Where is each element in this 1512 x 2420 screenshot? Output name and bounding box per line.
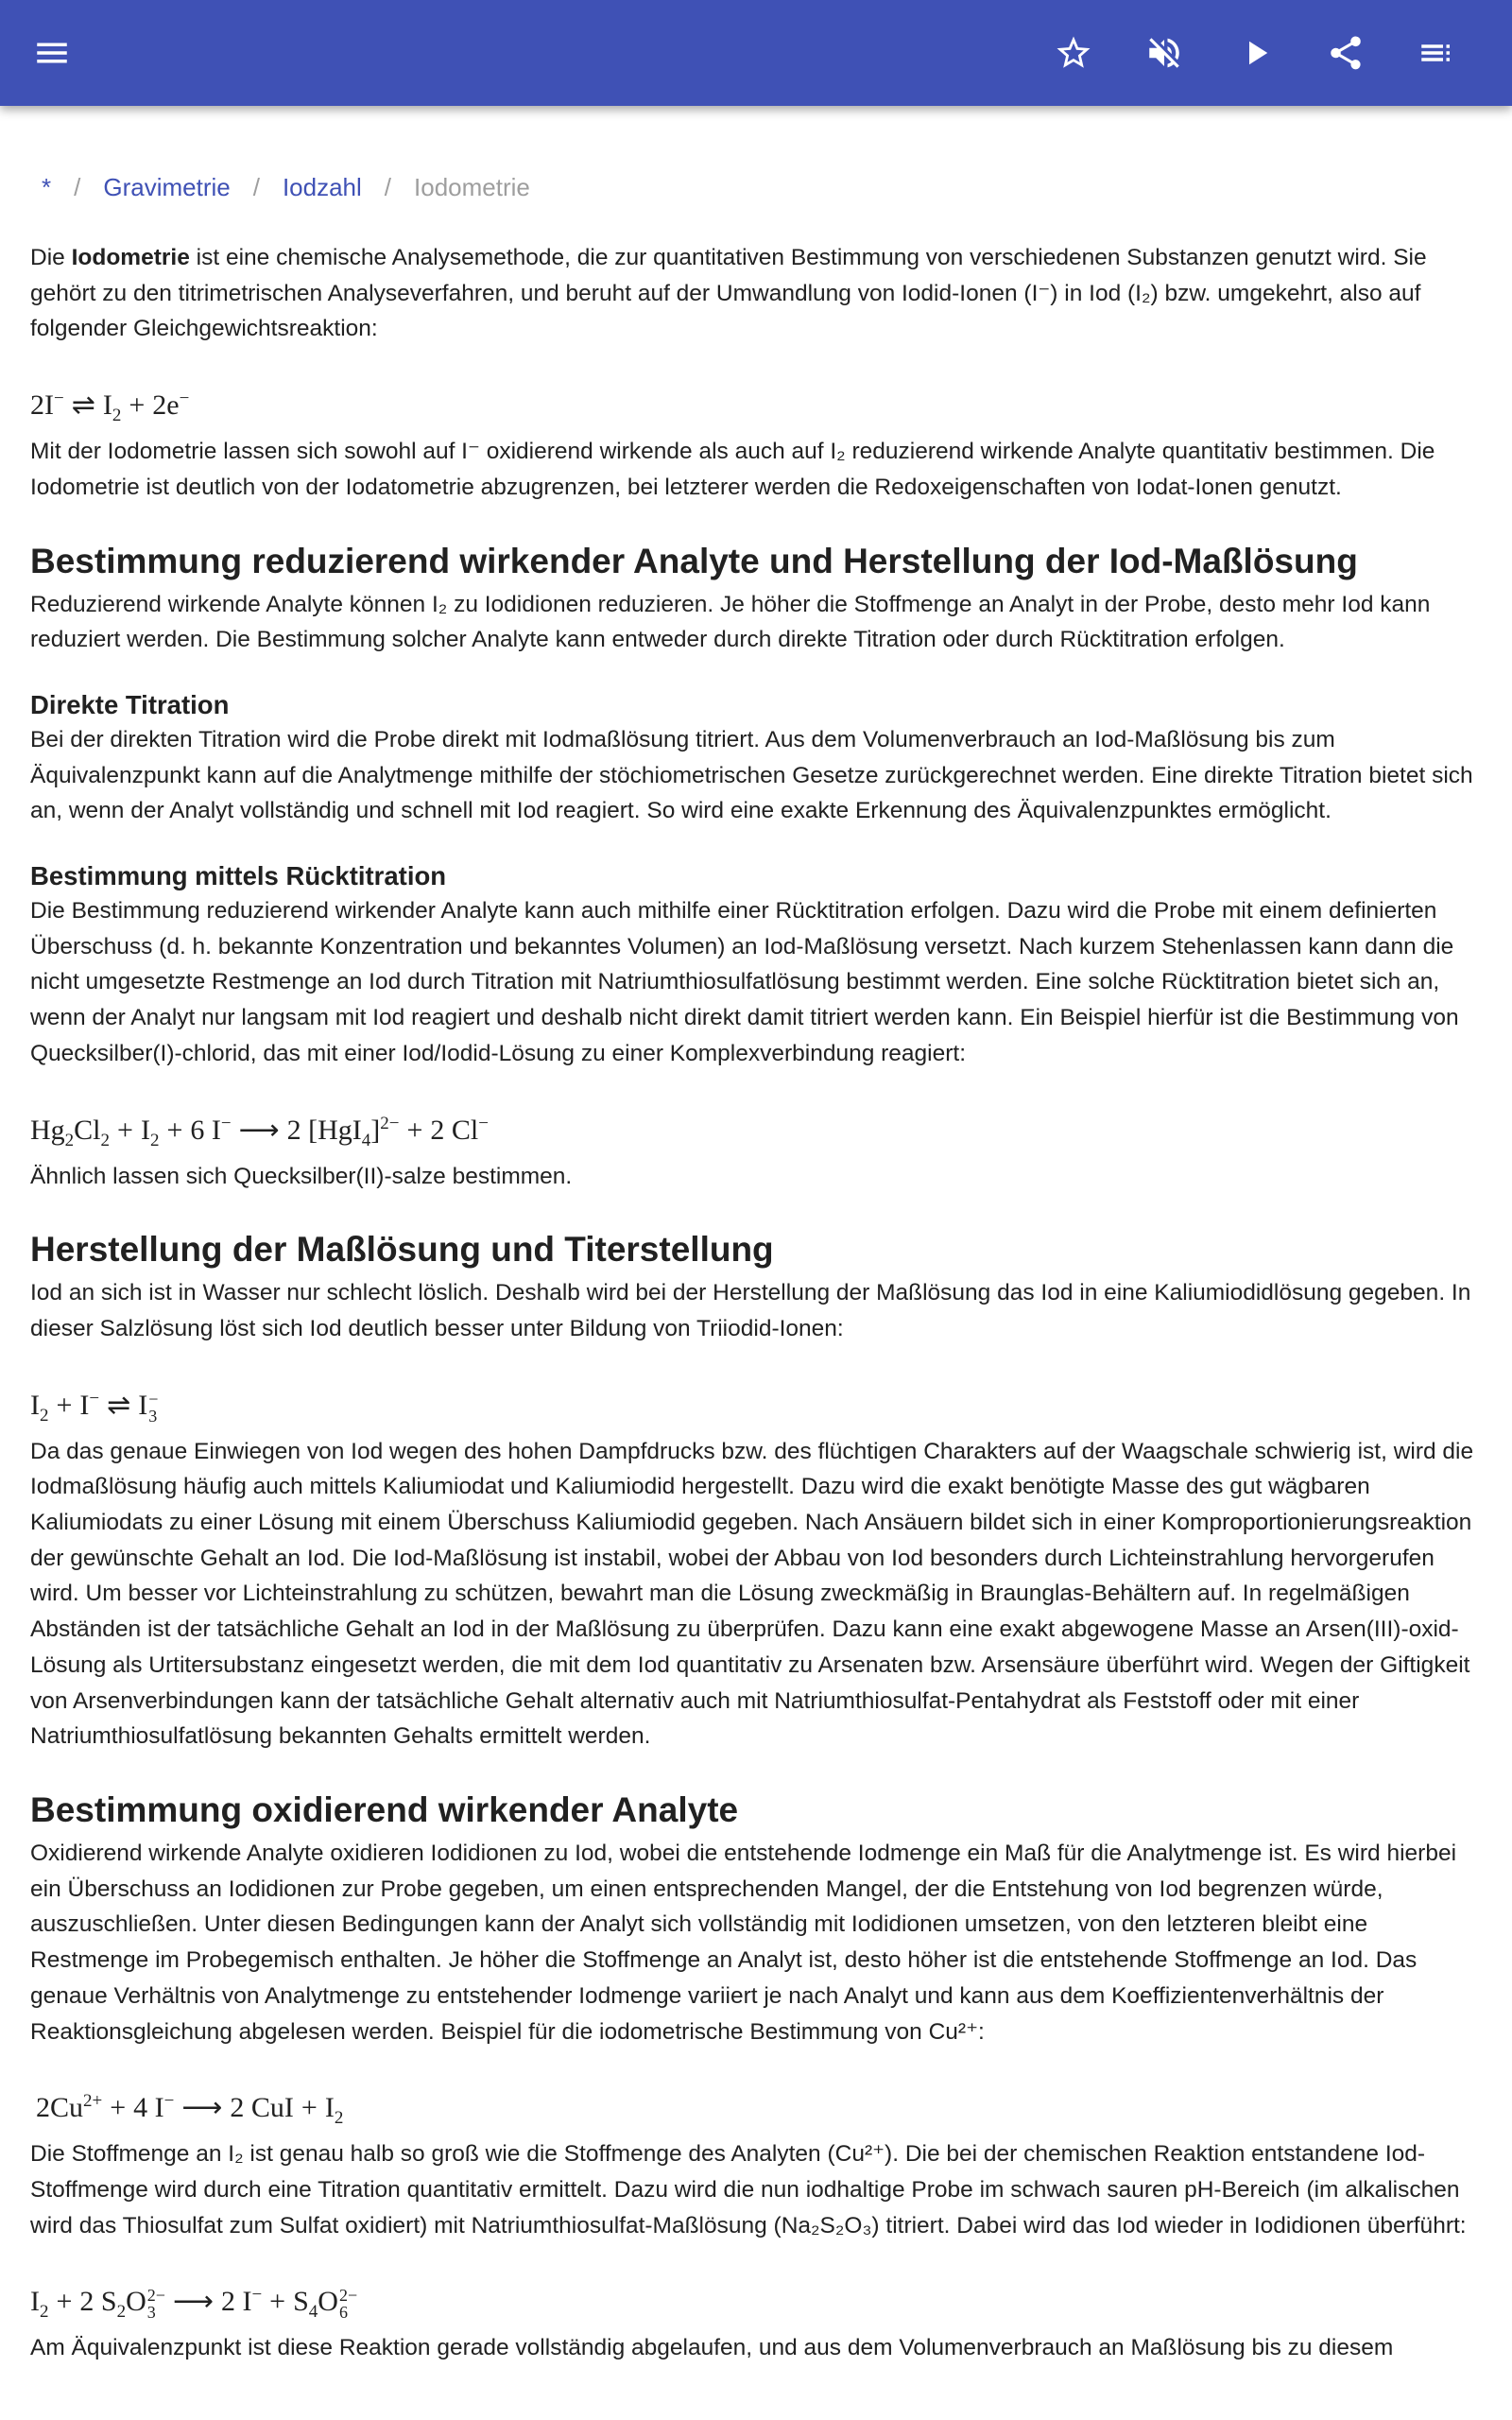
- formula-token: 2 I−: [220, 2285, 263, 2318]
- breadcrumb-separator: /: [252, 173, 260, 201]
- formula-token: +: [301, 2092, 318, 2124]
- playlist-icon: [1417, 33, 1456, 73]
- formula-token: $Hg_2$: [30, 1114, 75, 1150]
- formula-token: 2 Cl−: [430, 1113, 489, 1146]
- formula-cu: [30, 2083, 1486, 2136]
- formula-token: +: [406, 1114, 423, 1146]
- breadcrumb: [30, 170, 1486, 206]
- formula-token: ⟶: [181, 2092, 223, 2124]
- paragraph: Die Bestimmung reduzierend wirkender Analyte kann auch mithilfe einer Rücktitration erfolgen. Dazu wird die Probe mit einem definierten Überschuss (d. h. bekannte Konzentration und bekanntes Volumen) an Iod-Maßlösung versetzt. Nach kurzem Stehenlassen kann dann die nicht umgesetzte Restmenge an Iod durch Titration mit Natriumthiosulfatlösung bestimmt werden. Eine solche Rücktitration bietet sich an, wenn der Analyt nur langsam mit Iod reagiert und deshalb nicht direkt damit titriert werden kann. Ein Beispiel hierfür ist die Bestimmung von Quecksilber(I)-chlorid, das mit einer Iod/Iodid-Lösung zu einer Komplexverbindung reagiert:: [30, 898, 1459, 1066]
- section-heading-oxidierend: Bestimmung oxidierend wirkender Analyte: [30, 1789, 739, 1829]
- paragraph: Iod an sich ist in Wasser nur schlecht löslich. Deshalb wird bei der Herstellung der Maßlösung das Iod in eine Kaliumiodidlösung gegeben. In dieser Salzlösung löst sich Iod deutlich besser unter Bildung von Triiodid-Ionen:: [30, 1280, 1471, 1341]
- formula-token: $I_2$: [324, 2092, 344, 2129]
- formula-token: I−: [79, 1388, 100, 1421]
- formula-token: $2Cu^{2+}$: [36, 2091, 103, 2124]
- subheading-direkte-titration: Direkte Titration: [30, 689, 230, 719]
- formula-token: $Cl_2$: [74, 1114, 111, 1150]
- paragraph: Reduzierend wirkende Analyte können I₂ zu Iodidionen reduzieren. Je höher die Stoffmenge an Analyt in der Probe, desto mehr Iod kann reduziert werden. Die Bestimmung solcher Analyte kann entweder durch direkte Titration oder durch Rücktitration erfolgen.: [30, 591, 1431, 653]
- formula-token: +: [110, 2092, 127, 2124]
- breadcrumb-separator: /: [74, 173, 81, 201]
- breadcrumb-home[interactable]: *: [42, 173, 52, 201]
- paragraph: Ähnlich lassen sich Quecksilber(II)-salze bestimmen.: [30, 1163, 573, 1189]
- term-bold: Iodometrie: [71, 245, 190, 270]
- formula-token: +: [117, 1114, 133, 1146]
- paragraph: Mit der Iodometrie lassen sich sowohl auf I⁻ oxidierend wirkende als auch auf I₂ reduzierend wirkende Analyte quantitativ bestimmen. Die Iodometrie ist deutlich von der Iodatometrie abzugrenzen, bei letzterer werden die Redoxeigenschaften von Iodat-Ionen genutzt.: [30, 439, 1435, 500]
- breadcrumb-iodzahl[interactable]: Iodzahl: [282, 173, 362, 201]
- formula-hg2cl2: [30, 1106, 1486, 1159]
- formula-token: +: [56, 2286, 73, 2318]
- intro-paragraph: [30, 240, 1486, 347]
- play-button[interactable]: [1232, 29, 1280, 77]
- star-icon: [1054, 33, 1093, 73]
- contents-button[interactable]: [1413, 29, 1460, 77]
- paragraph: Am Äquivalenzpunkt ist diese Reaktion gerade vollständig abgelaufen, und aus dem Volumenverbrauch an Maßlösung bis zu diesem: [30, 2335, 1394, 2361]
- paragraph: Bei der direkten Titration wird die Probe direkt mit Iodmaßlösung titriert. Aus dem Volumenverbrauch an Iod-Maßlösung bis zum Äquivalenzpunkt kann auf die Analytmenge mithilfe der stöchiometrischen Gesetze zurückgerechnet werden. Eine direkte Titration bietet sich an, wenn der Analyt vollständig und schnell mit Iod reagiert. So wird eine exakte Erkennung des Äquivalenzpunktes ermöglicht.: [30, 726, 1473, 824]
- share-button[interactable]: [1322, 29, 1369, 77]
- breadcrumb-separator: /: [384, 173, 392, 201]
- bookmark-button[interactable]: [1050, 29, 1097, 77]
- formula-token: ]$^{2-}$: [370, 1113, 400, 1146]
- subheading-ruecktitration: Bestimmung mittels Rücktitration: [30, 861, 447, 891]
- section-heading-reduzierend: Bestimmung reduzierend wirkender Analyte und Herstellung der Iod-Maßlösung: [30, 541, 1358, 580]
- app-bar: [0, 0, 1512, 106]
- formula-token: ⇌: [107, 1389, 131, 1421]
- formula-token: 2 CuI: [230, 2092, 294, 2124]
- formula-token: +: [166, 1114, 183, 1146]
- section-heading-herstellung: Herstellung der Maßlösung und Titerstellung: [30, 1230, 774, 1270]
- formula-token: 2 [HgI: [286, 1114, 362, 1146]
- formula-triiodid: [30, 1381, 1486, 1434]
- play-icon: [1236, 33, 1276, 73]
- breadcrumb-gravimetrie[interactable]: Gravimetrie: [103, 173, 231, 201]
- share-icon: [1326, 33, 1366, 73]
- formula-token: O 2− 3: [126, 2286, 165, 2323]
- formula-token: $I_2$: [102, 389, 122, 426]
- text: Die: [30, 245, 72, 270]
- formula-token: I − 3: [138, 1389, 159, 1426]
- mute-button[interactable]: [1141, 29, 1188, 77]
- formula-token: ⟶: [238, 1114, 280, 1146]
- article: [30, 106, 1486, 2366]
- menu-icon: [32, 33, 72, 73]
- formula-token: $I_2$: [30, 1389, 49, 1426]
- volume-off-icon: [1144, 33, 1184, 73]
- formula-token: ⇌: [71, 389, 95, 422]
- formula-token: 4 I−: [133, 2091, 175, 2124]
- formula-token: 2I−: [30, 389, 64, 422]
- formula-token: 2e−: [152, 389, 190, 422]
- formula-token: $I_2$: [30, 2286, 49, 2323]
- formula-token: 2 $S_2$: [79, 2286, 127, 2323]
- formula-thiosulfat: [30, 2277, 1486, 2330]
- formula-token: O 2− 6: [318, 2286, 358, 2323]
- formula-token: +: [129, 389, 146, 422]
- formula-token: ⟶: [172, 2286, 214, 2318]
- menu-button[interactable]: [28, 29, 76, 77]
- formula-token: +: [56, 1389, 73, 1421]
- formula-token: 6 I−: [190, 1113, 232, 1146]
- formula-token: +: [269, 2286, 286, 2318]
- paragraph: Oxidierend wirkende Analyte oxidieren Iodidionen zu Iod, wobei die entstehende Iodmenge ein Maß für die Analytmenge ist. Es wird hierbei ein Überschuss an Iodidionen zur Probe gegeben, um einen entsprechenden Mangel, der die Entstehung von Iod begrenzen würde, auszuschließen. Unter diesen Bedingungen kann der Analyt sich vollständig mit Iodidionen umsetzen, von den letzteren bleibt eine Restmenge im Probegemisch enthalten. Je höher die Stoffmenge an Analyt ist, desto höher ist die entstehende Stoffmenge an Iod. Das genaue Verhältnis von Analytmenge zu entstehender Iodmenge variiert je nach Analyt und kann aus dem Koeffizientenverhältnis der Reaktionsgleichung abgelesen werden. Beispiel für die iodometrische Bestimmung von Cu²⁺:: [30, 1840, 1457, 2045]
- text: ist eine chemische Analysemethode, die zur quantitativen Bestimmung von verschiedenen Substanzen genutzt wird. Sie gehört zu den titrimetrischen Analyseverfahren, und beruht auf der Umwandlung von Iodid-Ionen (I⁻) in Iod (I₂) bzw. umgekehrt, also auf folgender Gleichgewichtsreaktion:: [30, 245, 1427, 342]
- formula-token: $I_2$: [140, 1114, 160, 1150]
- paragraph: Da das genaue Einwiegen von Iod wegen des hohen Dampfdrucks bzw. des flüchtigen Charakters auf der Waagschale schwierig ist, wird die Iodmaßlösung häufig auch mittels Kaliumiodat und Kaliumiodid hergestellt. Dazu wird die exakt benötigte Masse des gut wägbaren Kaliumiodats zu einer Lösung mit einem Überschuss Kaliumiodid gegeben. Nach Ansäuern bildet sich in einer Komproportionierungsreaktion der gewünschte Gehalt an Iod. Die Iod-Maßlösung ist instabil, wobei der Abbau von Iod besonders durch Lichteinstrahlung hervorgerufen wird. Um besser vor Lichteinstrahlung zu schützen, bewahrt man die Lösung zweckmäßig in Braunglas-Behältern auf. In regelmäßigen Abständen ist der tatsächliche Gehalt an Iod in der Maßlösung zu überprüfen. Dazu kann eine exakt abgewogene Masse an Arsen(III)-oxid-Lösung als Urtitersubstanz eingesetzt werden, die mit dem Iod quantitativ zu Arsenaten bzw. Arsensäure überführt wird. Wegen der Giftigkeit von Arsenverbindungen kann der tatsächliche Gehalt alternativ auch mit Natriumthiosulfat-Pentahydrat als Feststoff oder mit einer Natriumthiosulfatlösung bekannten Gehalts ermittelt werden.: [30, 1438, 1474, 1750]
- formula-equilibrium: [30, 381, 1486, 434]
- breadcrumb-current: Iodometrie: [414, 173, 530, 201]
- paragraph: Die Stoffmenge an I₂ ist genau halb so groß wie die Stoffmenge des Analyten (Cu²⁺). Die bei der chemischen Reaktion entstandene Iod-Stoffmenge wird durch eine Titration quantitativ ermittelt. Dazu wird die nun iodhaltige Probe im schwach sauren pH-Bereich (im alkalischen wird das Thiosulfat zum Sulfat oxidiert) mit Natriumthiosulfat-Maßlösung (Na₂S₂O₃) titriert. Dabei wird das Iod wieder in Iodidionen überführt:: [30, 2141, 1467, 2238]
- formula-token: 4: [361, 1130, 371, 1150]
- formula-token: $S_4$: [293, 2286, 318, 2323]
